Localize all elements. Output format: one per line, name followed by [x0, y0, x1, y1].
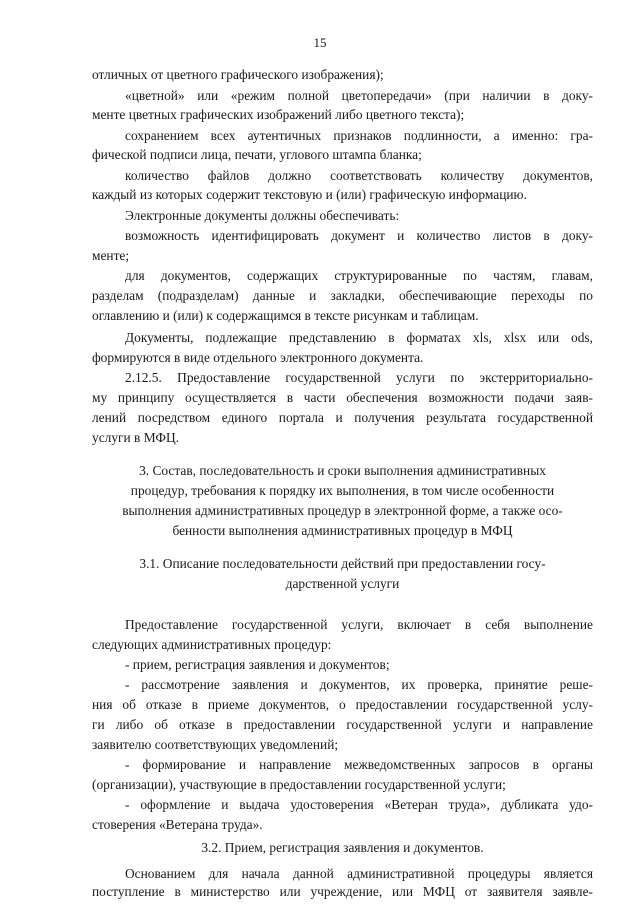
- text-line: разделам (подразделам) данные и закладки, обеспечивающие переходы по: [92, 288, 593, 303]
- text-line: Предоставление государственной услуги, включает в себя выполнение: [125, 617, 593, 632]
- text-line: 2.12.5. Предоставление государственной услуги по экстерриториально-: [125, 370, 593, 385]
- list-item: - формирование и направление межведомственных запросов в органы: [125, 757, 593, 772]
- subsection-heading-line: 3.1. Описание последовательности действий при предоставлении госу-: [139, 556, 546, 571]
- section-heading-line: 3. Состав, последовательность и сроки выполнения административных: [139, 463, 546, 478]
- list-item: - оформление и выдача удостоверения «Ветеран труда», дубликата удо-: [125, 797, 593, 812]
- subsection-heading-line: 3.2. Прием, регистрация заявления и документов.: [201, 840, 484, 855]
- text-line: для документов, содержащих структурированные по частям, главам,: [125, 268, 593, 283]
- text-line: му принципу осуществляется в части обеспечения возможности подачи заяв-: [92, 390, 593, 405]
- list-item: - рассмотрение заявления и документов, их проверка, принятие реше-: [125, 677, 593, 692]
- text-line: ния об отказе в приеме документов, о предоставлении государственной услу-: [92, 697, 593, 712]
- text-line: формируются в виде отдельного электронного документа.: [92, 350, 424, 365]
- section-heading-line: бенности выполнения административных процедур в МФЦ: [172, 523, 513, 538]
- text-line: Электронные документы должны обеспечивать:: [125, 208, 400, 223]
- page-number: 15: [313, 35, 327, 50]
- section-heading-line: процедур, требования к порядку их выполнения, в том числе особенности: [130, 483, 555, 498]
- text-line: поступление в министерство или учреждение, или МФЦ от заявителя заявле-: [92, 884, 593, 899]
- text-line: услуги в МФЦ.: [92, 430, 180, 445]
- text-line: лений посредством единого портала и получения результата государственной: [92, 410, 593, 425]
- text-line: (организации), участвующие в предоставлении государственной услуги;: [92, 777, 506, 792]
- text-line: следующих административных процедур:: [92, 637, 332, 652]
- text-line: количество файлов должно соответствовать количеству документов,: [125, 168, 593, 183]
- text-line: возможность идентифицировать документ и количество листов в доку-: [125, 228, 593, 243]
- text-line: отличных от цветного графического изображения);: [92, 67, 384, 82]
- subsection-heading-line: дарственной услуги: [285, 576, 400, 591]
- text-line: Документы, подлежащие представлению в форматах xls, xlsx или ods,: [125, 330, 593, 345]
- text-line: сохранением всех аутентичных признаков подлинности, а именно: гра-: [125, 128, 593, 143]
- section-heading-line: выполнения административных процедур в электронной форме, а также осо-: [122, 503, 563, 518]
- text-line: Основанием для начала данной административной процедуры является: [125, 866, 593, 881]
- text-line: стоверения «Ветерана труда».: [92, 817, 263, 832]
- text-line: заявителю соответствующих уведомлений;: [92, 737, 339, 752]
- text-line: менте;: [92, 248, 130, 263]
- text-line: «цветной» или «режим полной цветопередачи» (при наличии в доку-: [125, 88, 593, 103]
- text-line: менте цветных графических изображений либо цветного текста);: [92, 107, 465, 122]
- text-line: фической подписи лица, печати, углового штампа бланка;: [92, 147, 422, 162]
- text-line: каждый из которых содержит текстовую и (или) графическую информацию.: [92, 187, 527, 202]
- text-line: ги либо об отказе в предоставлении государственной услуги и направление: [92, 717, 593, 732]
- list-item: - прием, регистрация заявления и документов;: [125, 657, 390, 672]
- text-line: оглавлению и (или) к содержащимся в тексте рисункам и таблицам.: [92, 308, 479, 323]
